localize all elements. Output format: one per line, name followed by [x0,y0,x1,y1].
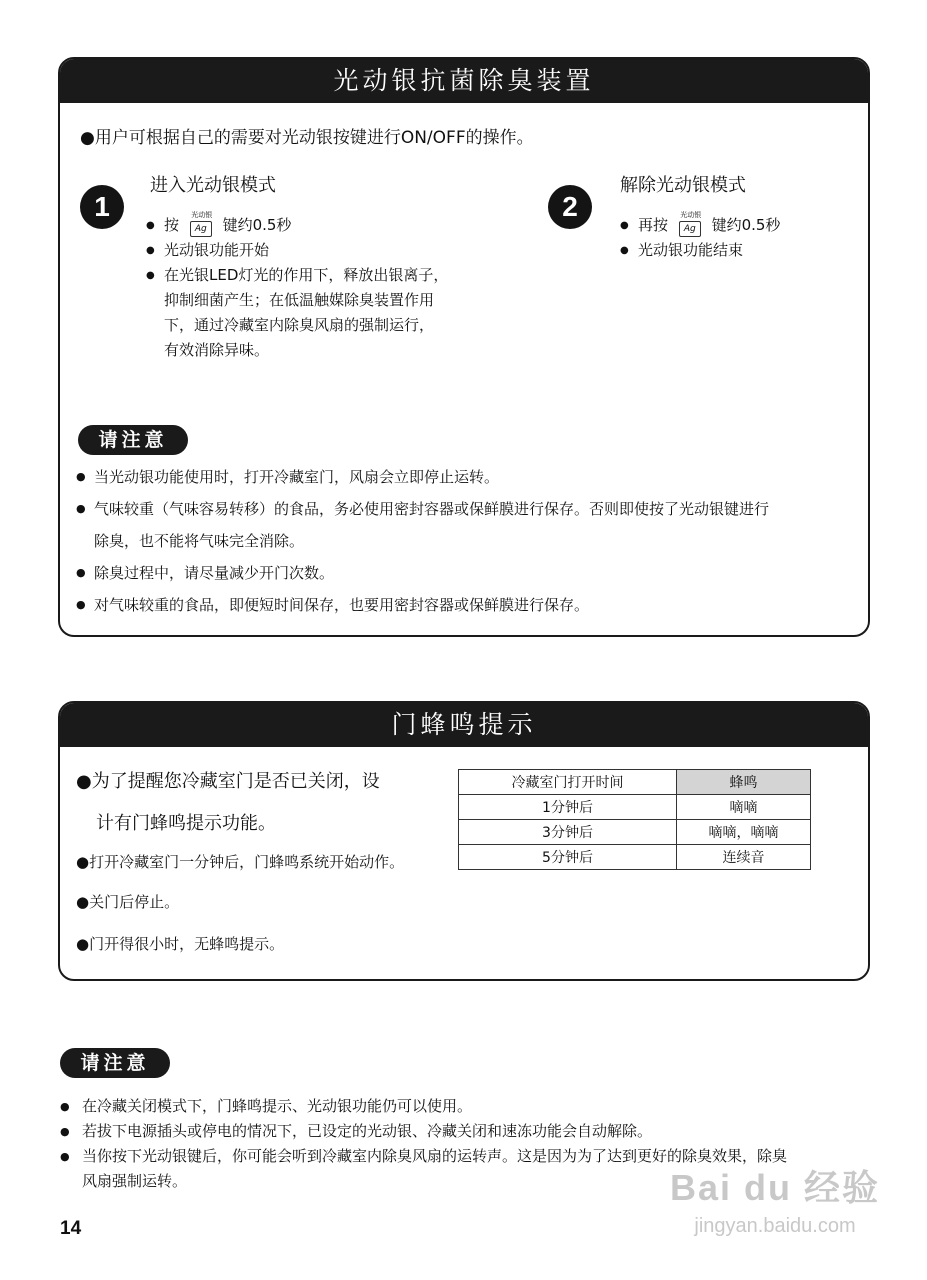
bottom-notice-item: ● 当你按下光动银键后，你可能会听到冷藏室内除臭风扇的运转声。这是因为为了达到更好的除臭效果，除臭 [60,1144,872,1169]
beep-table-header [459,770,811,795]
silver-section-panel [58,57,870,637]
door-beep-line: ●门开得很小时，无蜂鸣提示。 [76,935,285,953]
notice-list-wrap [60,461,868,621]
notice-badge: 请注意 [78,425,188,455]
door-beep-line: 计有门蜂鸣提示功能。 [96,813,276,834]
silver-key-icon: 光动银 Ag [190,221,212,237]
silver-intro-text: ●用户可根据自己的需要对光动银按键进行ON/OFF的操作。 [80,128,534,148]
enter-mode-title: 进入光动银模式 [150,175,276,196]
enter-bullet-cont: 下，通过冷藏室内除臭风扇的强制运行， [164,316,435,334]
exit-mode-title: 解除光动银模式 [620,175,746,196]
notice-item: ● 对气味较重的食品，即便短时间保存，也要用密封容器或保鲜膜进行保存。 [60,589,868,621]
watermark-url: jingyan.baidu.com [694,1215,856,1237]
beep-table-row [459,845,811,870]
beep-table-row [459,820,811,845]
enter-bullet: ● 在光银LED灯光的作用下，释放出银离子， [146,263,486,288]
silver-key-icon: 光动银 Ag [679,221,701,237]
door-beep-title: 门蜂鸣提示 [60,703,868,747]
beep-table-cell: 嘀嘀，嘀嘀 [677,820,811,845]
beep-table-cell: 连续音 [677,845,811,870]
door-beep-line: ●关门后停止。 [76,893,180,911]
exit-bullet: ● 光动银功能结束 [620,238,860,263]
door-beep-panel [58,701,870,981]
step-1-badge: 1 [80,185,124,229]
baidu-watermark [640,1160,910,1238]
notice-item: ● 除臭过程中，请尽量减少开门次数。 [60,557,868,589]
beep-table-cell: 1分钟后 [459,795,677,820]
enter-bullet-cont: 抑制细菌产生；在低温触媒除臭装置作用 [164,291,435,309]
bottom-notice-item-cont: 风扇强制运转。 [82,1172,188,1190]
beep-table-cell: 3分钟后 [459,820,677,845]
enter-press-instruction: ● 按 光动银 Ag 键约0.5秒 [146,213,486,238]
watermark-brand: Bai du 经验 [669,1167,880,1208]
exit-press-instruction: ● 再按 光动银 Ag 键约0.5秒 [620,213,860,238]
door-beep-line: ●为了提醒您冷藏室门是否已关闭，设 [76,771,380,792]
beep-table-cell: 嘀嘀 [677,795,811,820]
enter-mode-details [146,210,486,363]
bottom-notice-badge: 请注意 [60,1048,170,1078]
beep-table-header-cell: 冷藏室门打开时间 [459,770,677,795]
bottom-notice-item: ● 若拔下电源插头或停电的情况下，已设定的光动银、冷藏关闭和速冻功能会自动解除。 [60,1119,872,1144]
enter-bullet: ● 光动银功能开始 [146,238,486,263]
beep-table-cell: 5分钟后 [459,845,677,870]
step-2-badge: 2 [548,185,592,229]
beep-table-row [459,795,811,820]
door-beep-line: ●打开冷藏室门一分钟后，门蜂鸣系统开始动作。 [76,853,405,871]
enter-bullet-cont: 有效消除异味。 [164,341,270,359]
notice-item: ● 当光动银功能使用时，打开冷藏室门，风扇会立即停止运转。 [60,461,868,493]
beep-table [458,769,811,870]
bottom-notice-item: ● 在冷藏关闭模式下，门蜂鸣提示、光动银功能仍可以使用。 [60,1094,872,1119]
notice-item-cont: 除臭，也不能将气味完全消除。 [94,532,305,550]
page-number: 14 [60,1218,82,1239]
notice-item: ● 气味较重（气味容易转移）的食品，务必使用密封容器或保鲜膜进行保存。否则即使按了光动银键进行 [60,493,868,525]
beep-table-header-cell: 蜂鸣 [677,770,811,795]
exit-mode-details [620,210,860,263]
silver-section-title: 光动银抗菌除臭装置 [60,59,868,103]
